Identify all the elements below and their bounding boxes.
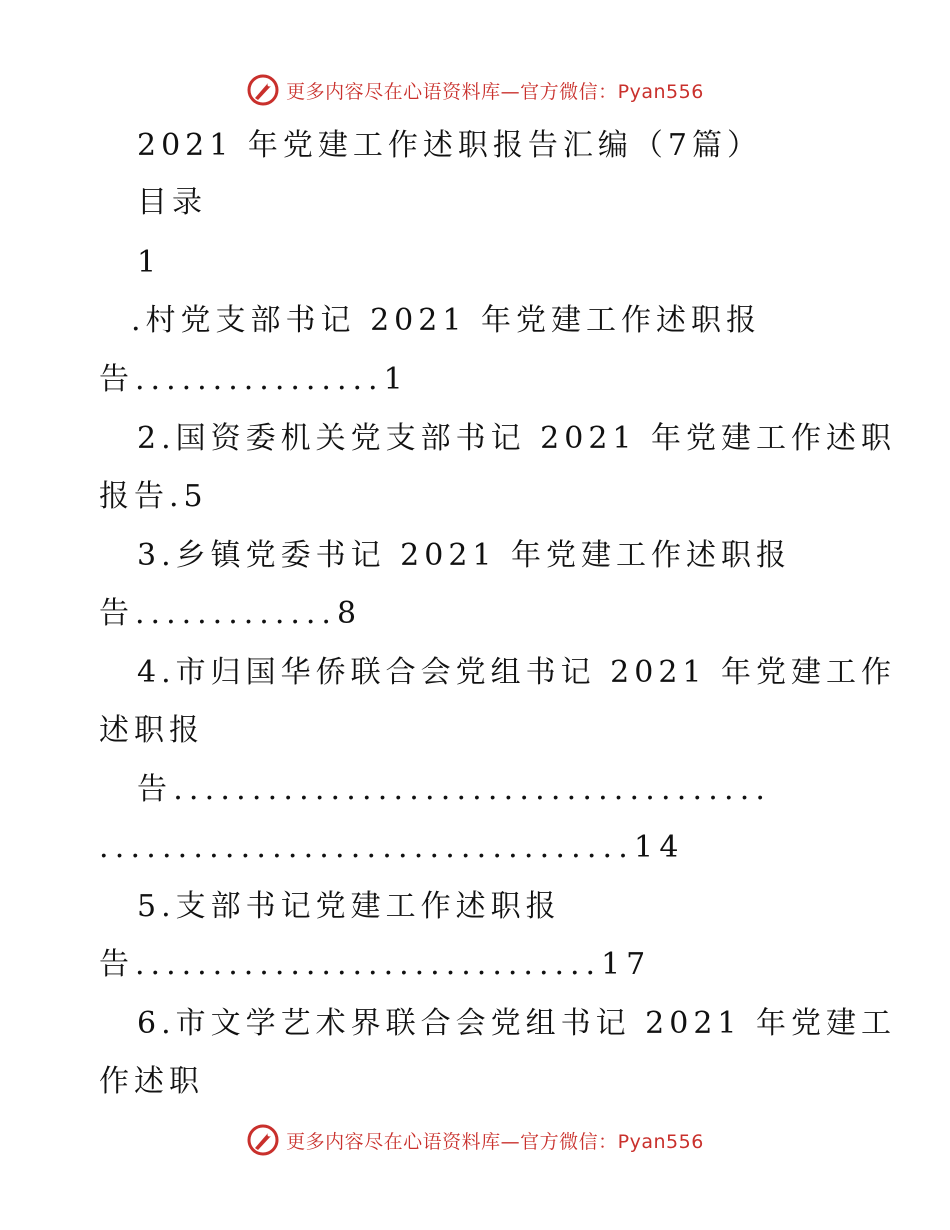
toc-line: 1: [137, 245, 162, 280]
pen-logo-icon: [246, 73, 280, 107]
footer-watermark: [0, 1120, 950, 1160]
pen-logo-icon: [246, 1123, 280, 1157]
toc-line: ..................................14: [99, 830, 685, 865]
watermark-text: 更多内容尽在心语资料库—官方微信：Pyan556: [286, 1130, 704, 1153]
toc-line: 告................1: [99, 362, 409, 397]
toc-line: 告..............................17: [99, 947, 652, 982]
toc-line: 2.国资委机关党支部书记 2021 年党建工作述职: [137, 421, 897, 456]
document-title: 2021 年党建工作述职报告汇编（7篇）: [137, 128, 762, 163]
toc-line: 告.............8: [99, 596, 363, 631]
toc-line: 述职报: [99, 713, 204, 748]
toc-heading: 目录: [137, 185, 207, 220]
toc-line: 6.市文学艺术界联合会党组书记 2021 年党建工: [137, 1006, 897, 1041]
toc-line: 报告.5: [99, 479, 208, 514]
watermark-text: 更多内容尽在心语资料库—官方微信：Pyan556: [286, 80, 704, 103]
toc-line: 3.乡镇党委书记 2021 年党建工作述职报: [137, 538, 792, 573]
toc-line: 5.支部书记党建工作述职报: [137, 889, 561, 924]
toc-line: 告......................................: [137, 772, 772, 807]
toc-line: 4.市归国华侨联合会党组书记 2021 年党建工作: [137, 655, 897, 690]
header-watermark: [0, 70, 950, 110]
toc-line: 作述职: [99, 1064, 204, 1099]
toc-line: .村党支部书记 2021 年党建工作述职报: [131, 303, 761, 338]
